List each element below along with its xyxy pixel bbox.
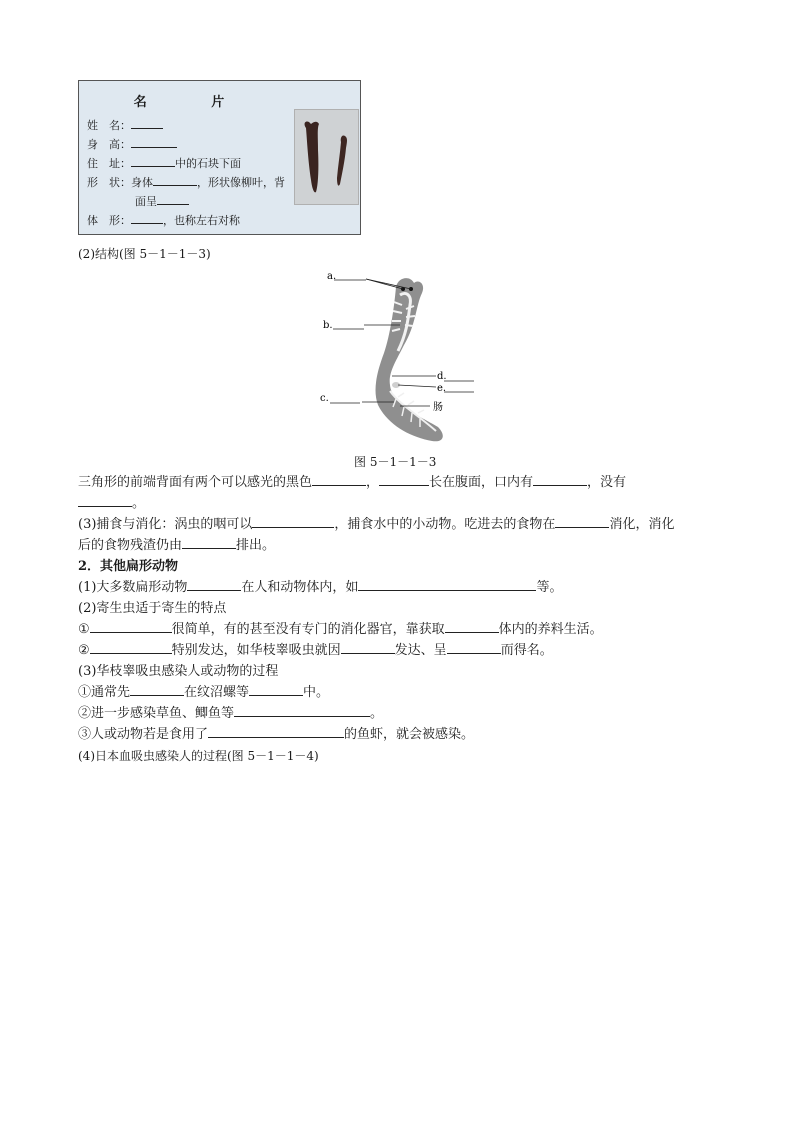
blank[interactable] [131,136,177,148]
card-row-address: 住 址： 中的石块下面 [87,157,241,170]
text-line-p2: (2)寄生虫适于寄生的特点 [78,601,227,616]
label-e: e. [437,383,447,394]
label-d: d. [437,371,447,382]
blank[interactable] [90,642,172,654]
blank[interactable] [555,516,609,528]
blank[interactable] [131,212,163,224]
blank[interactable] [249,684,303,696]
text-line-p4: (4)日本血吸虫感染人的过程(图 5－1－1－4) [78,749,319,763]
blank[interactable] [131,155,175,167]
planarian-photo-image [295,110,358,204]
planarian-photo [294,109,359,205]
text-line-3: (3)捕食与消化：涡虫的咽可以 ，捕食水中的小动物。吃进去的食物在 消化，消化 [78,517,675,532]
blank[interactable] [234,705,370,717]
blank[interactable] [533,474,587,486]
text-line-p2-2: ② 特别发达，如华枝睾吸虫就因 发达、呈 而得名。 [78,643,553,658]
blank[interactable] [182,537,236,549]
figure-caption: 图 5－1－1－3 [354,455,437,469]
blank[interactable] [187,579,241,591]
text-line-p3-2: ②进一步感染草鱼、鲫鱼等 。 [78,706,384,721]
blank[interactable] [131,117,163,129]
blank[interactable] [153,174,197,186]
label-a: a. [327,271,337,282]
blank[interactable] [90,621,172,633]
label-c: c. [320,393,329,404]
card-row-height: 身 高： [87,136,177,152]
text-line-1: 三角形的前端背面有两个可以感光的黑色 ， 长在腹面，口内有 ，没有 [78,475,627,490]
blank[interactable] [130,684,184,696]
blank[interactable] [312,474,366,486]
text-line-p3: (3)华枝睾吸虫感染人或动物的过程 [78,664,279,679]
card-title: 名 片 [133,95,255,110]
blank[interactable] [208,726,344,738]
blank[interactable] [379,474,429,486]
planarian-structure-figure [318,265,488,450]
section-structure-heading: (2)结构(图 5－1－1－3) [78,247,211,261]
blank[interactable] [78,495,132,507]
card-row-shape: 形 状：身体 ，形状像柳叶，背 [87,176,285,189]
blank[interactable] [341,642,395,654]
text-line-p3-3: ③人或动物若是食用了 的鱼虾，就会被感染。 [78,727,475,742]
card-row-name: 姓 名： [87,117,163,133]
text-line-p2-1: ① 很简单，有的甚至没有专门的消化器官，靠获取 体内的养料生活。 [78,622,603,637]
blank[interactable] [157,193,189,205]
section-heading-other-flatworms: 2．其他扁形动物 [78,559,179,574]
blank[interactable] [252,516,334,528]
blank[interactable] [445,621,499,633]
text-line-2: 。 [78,495,145,513]
name-card [78,80,361,235]
text-line-p3-1: ①通常先 在纹沼螺等 中。 [78,685,330,700]
text-line-p1: (1)大多数扁形动物 在人和动物体内，如 等。 [78,580,563,595]
card-row-shape-cont: 面呈 [135,193,189,209]
blank[interactable] [447,642,501,654]
text-line-4: 后的食物残渣仍由 排出。 [78,538,276,553]
label-b: b. [323,320,333,331]
planarian-structure-diagram [318,265,488,450]
blank[interactable] [358,579,536,591]
label-gut: 肠 [433,402,443,413]
card-row-body: 体 形： ，也称左右对称 [87,214,240,227]
